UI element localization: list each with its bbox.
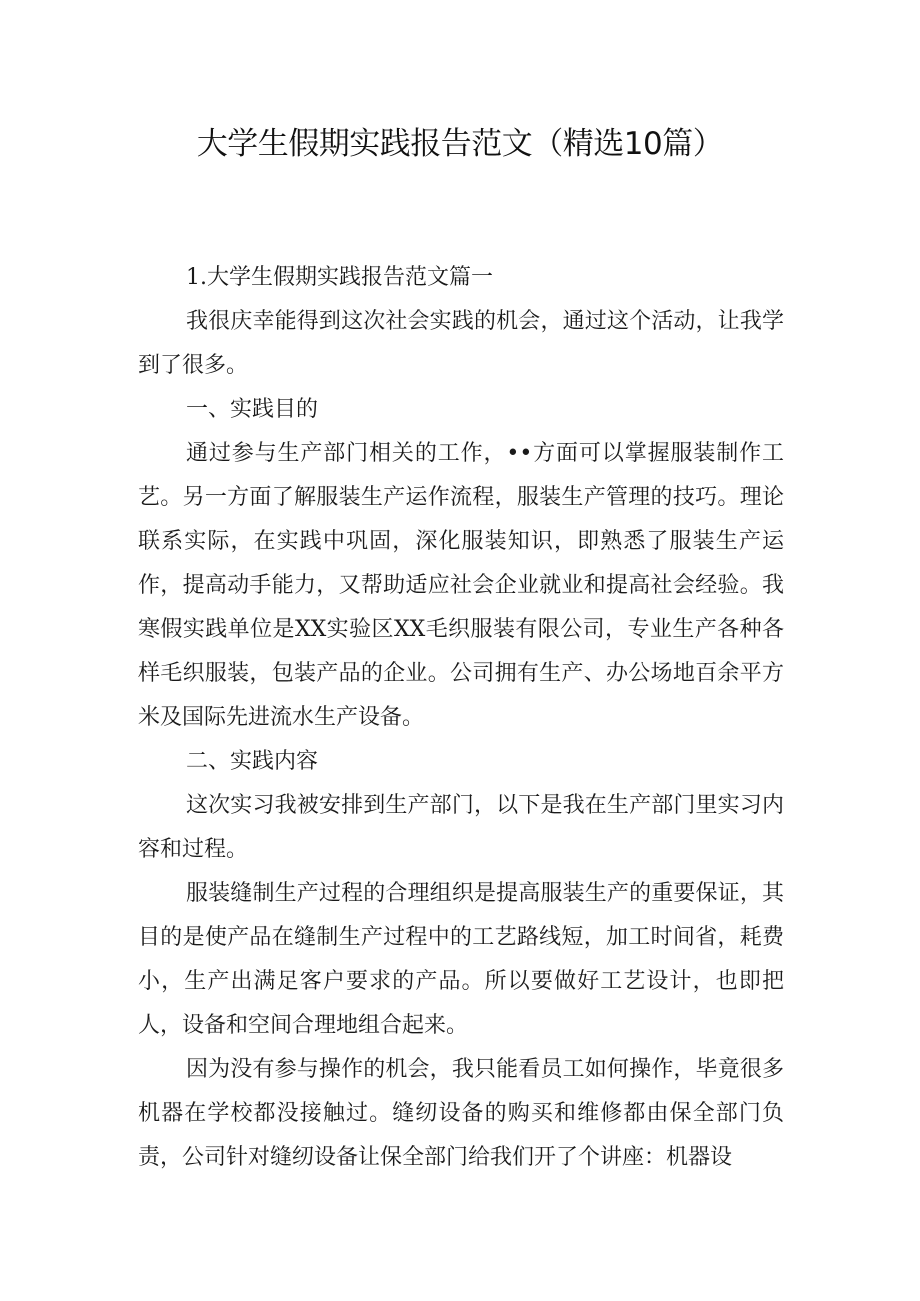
section-heading: 1.大学生假期实践报告范文篇一 [186, 265, 493, 290]
document-body [138, 256, 784, 1180]
paragraph: 因为没有参与操作的机会，我只能看员工如何操作，毕竟很多机器在学校都没接触过。缝纫设备的购买和维修都由保全部门负责，公司针对缝纫设备让保全部门给我们开了个讲座：机器设 [138, 1057, 784, 1170]
section-heading: 一、实践目的 [186, 397, 319, 422]
paragraph: 通过参与生产部门相关的工作，••方面可以掌握服装制作工艺。另一方面了解服装生产运作流程，服装生产管理的技巧。理论联系实际，在实践中巩固，深化服装知识，即熟悉了服装生产运作，提高动手能力，又帮助适应社会企业就业和提高社会经验。我寒假实践单位是XX实验区XX毛织服装有限公司，专业生产各种各样毛织服装，包装产品的企业。公司拥有生产、办公场地百余平方米及国际先进流水生产设备。 [138, 441, 784, 730]
paragraph: 我很庆幸能得到这次社会实践的机会，通过这个活动，让我学到了很多。 [138, 309, 784, 378]
document-title: 大学生假期实践报告范文（精选10篇） [196, 126, 724, 162]
paragraph: 这次实习我被安排到生产部门，以下是我在生产部门里实习内容和过程。 [138, 793, 784, 862]
section-heading: 二、实践内容 [186, 749, 319, 774]
paragraph: 服装缝制生产过程的合理组织是提高服装生产的重要保证，其目的是使产品在缝制生产过程中的工艺路线短，加工时间省，耗费小，生产出满足客户要求的产品。所以要做好工艺设计，也即把人，设备和空间合理地组合起来。 [138, 881, 784, 1038]
